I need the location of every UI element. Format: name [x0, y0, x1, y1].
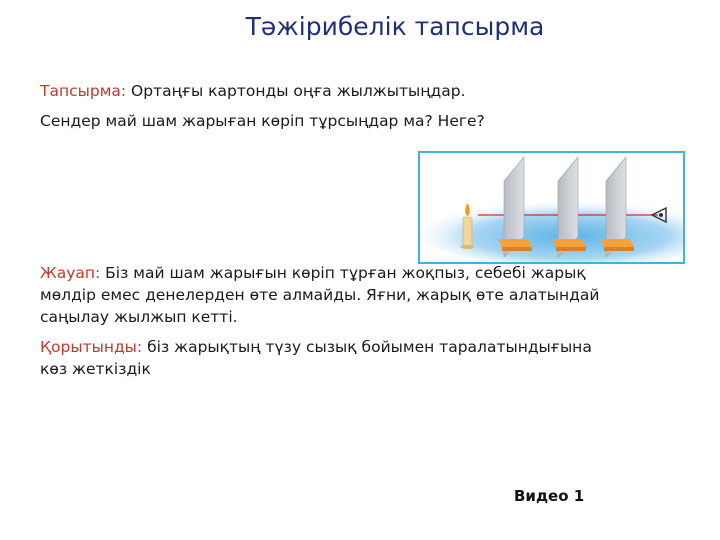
task-paragraph — [40, 80, 466, 102]
task-label: Тапсырма: — [40, 82, 127, 100]
answer-text-line1: Біз май шам жарығын көріп тұрған жоқпыз, себебі жарық — [100, 264, 586, 282]
task-text: Ортаңғы картонды оңға жылжытыңдар. — [126, 82, 466, 100]
floor-glow — [420, 199, 683, 262]
conclusion-paragraph — [40, 336, 592, 380]
answer-paragraph — [40, 262, 599, 328]
conclusion-text-line1: біз жарықтың түзу сызық бойымен таралатындығына — [142, 338, 592, 356]
answer-label: Жауап: — [40, 264, 101, 282]
slide-title: Тәжірибелік тапсырма — [245, 12, 545, 41]
question-paragraph: Сендер май шам жарыған көріп тұрсыңдар ма? Неге? — [40, 112, 485, 130]
answer-text-line3: саңылау жылжып кетті. — [40, 308, 238, 326]
conclusion-text-line2: көз жеткіздік — [40, 360, 151, 378]
conclusion-label: Қорытынды: — [40, 338, 143, 356]
video-caption[interactable]: Видео 1 — [514, 487, 585, 505]
answer-text-line2: мөлдір емес денелерден өте алмайды. Яғни, жарық өте алатындай — [40, 286, 600, 304]
experiment-illustration — [418, 151, 685, 264]
